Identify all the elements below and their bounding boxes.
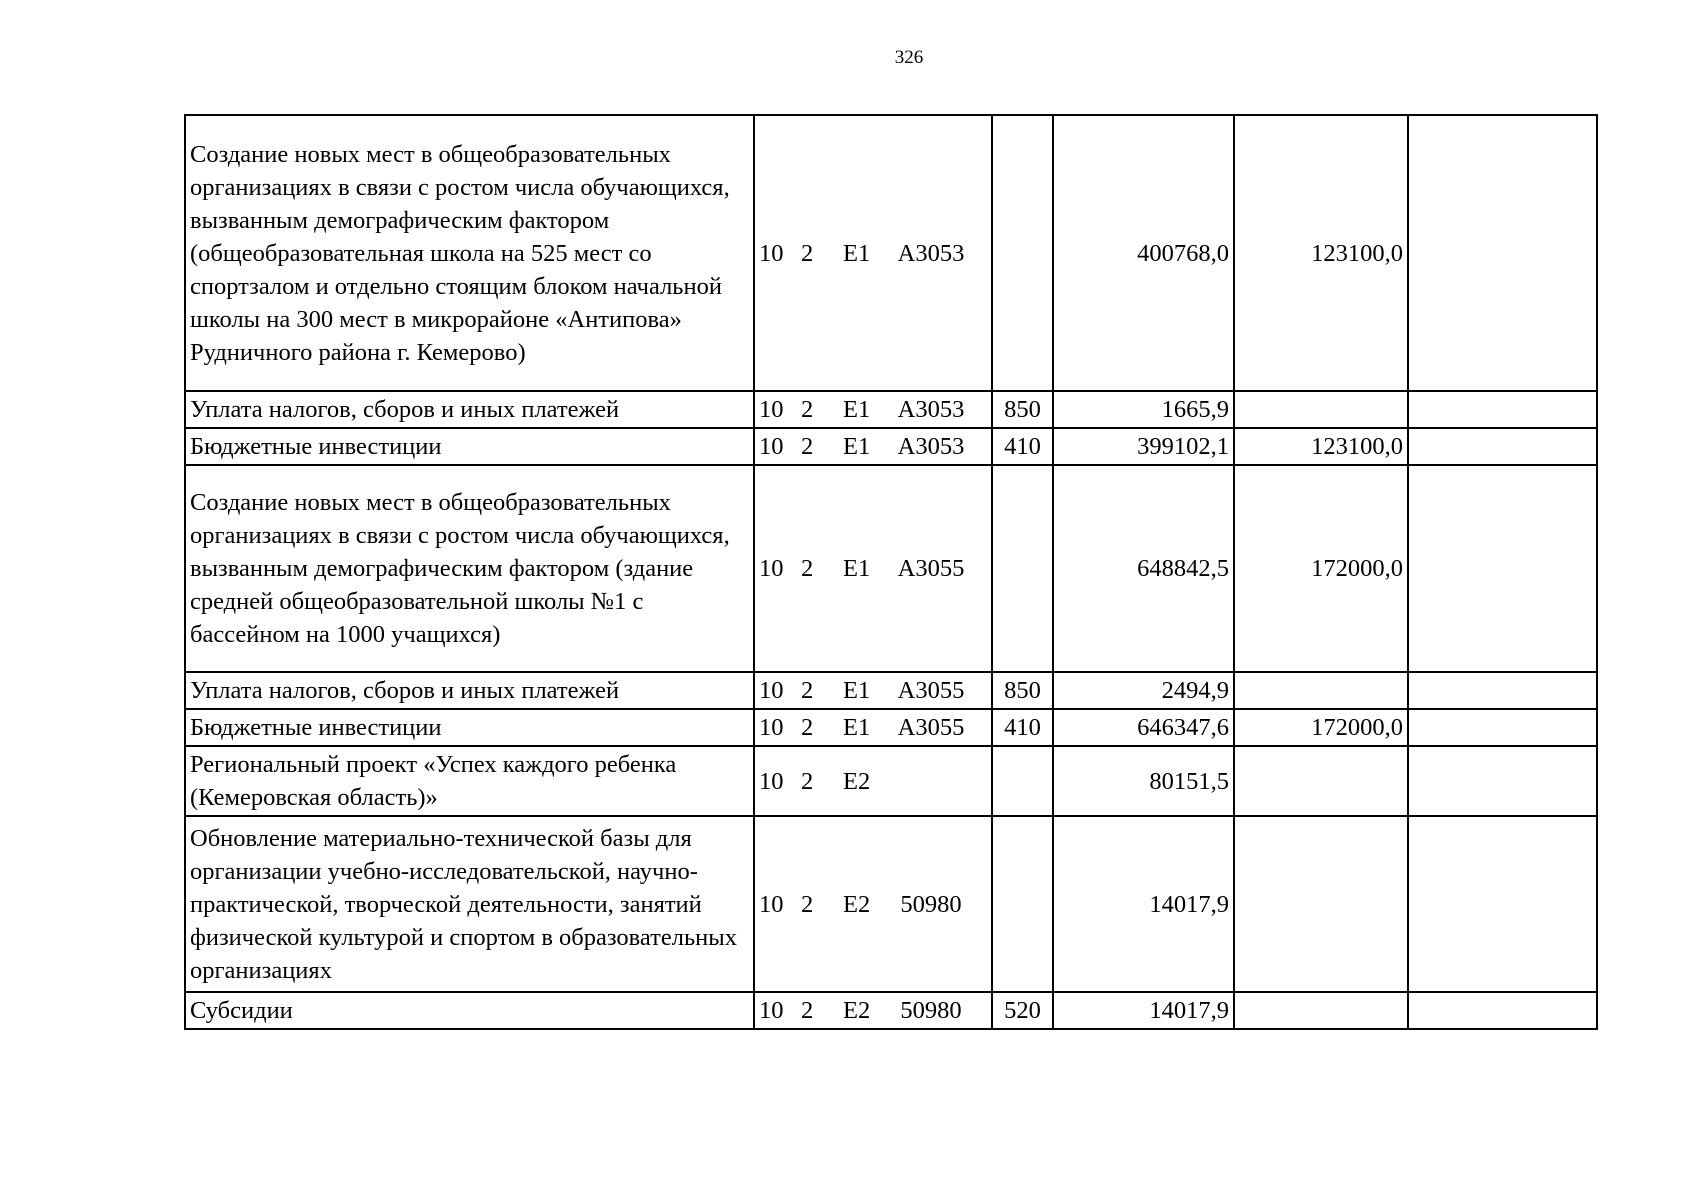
page-number: 326: [894, 47, 924, 68]
table-row: [185, 672, 1597, 709]
row-amount-1: 80151,5: [1053, 746, 1234, 816]
row-type: 850: [992, 391, 1053, 428]
budget-table: [184, 114, 1598, 1030]
row-type: [992, 746, 1053, 816]
row-amount-2: 123100,0: [1234, 115, 1408, 391]
row-amount-1: 14017,9: [1053, 992, 1234, 1029]
table-row: [185, 816, 1597, 992]
row-name: Региональный проект «Успех каждого ребенка (Кемеровская область)»: [185, 746, 754, 816]
table-row: [185, 115, 1597, 391]
row-amount-2: 123100,0: [1234, 428, 1408, 465]
table-row: [185, 709, 1597, 746]
row-type: [992, 115, 1053, 391]
table-row: [185, 465, 1597, 672]
row-amount-2: [1234, 391, 1408, 428]
row-amount-1: 646347,6: [1053, 709, 1234, 746]
row-amount-3: [1408, 709, 1597, 746]
row-amount-1: 2494,9: [1053, 672, 1234, 709]
row-amount-3: [1408, 428, 1597, 465]
row-amount-1: 1665,9: [1053, 391, 1234, 428]
row-name: Создание новых мест в общеобразовательных организациях в связи с ростом числа обучающихся, вызванным демографическим фактором (общеобразовательная школа на 525 мест со спортзалом и отдельно стоящим блоком начальной школы на 300 мест в микрорайоне «Антипова» Рудничного района г. Кемерово): [185, 115, 754, 391]
table-row: [185, 746, 1597, 816]
row-name: Уплата налогов, сборов и иных платежей: [185, 672, 754, 709]
row-name: Субсидии: [185, 992, 754, 1029]
row-amount-1: 400768,0: [1053, 115, 1234, 391]
row-name: Бюджетные инвестиции: [185, 709, 754, 746]
row-type: [992, 465, 1053, 672]
row-type: 850: [992, 672, 1053, 709]
row-amount-1: 14017,9: [1053, 816, 1234, 992]
row-codes: 10 2 E1 A3055: [754, 465, 992, 672]
row-amount-2: 172000,0: [1234, 465, 1408, 672]
row-codes: 10 2 E1 A3053: [754, 428, 992, 465]
row-type: 410: [992, 428, 1053, 465]
row-amount-2: 172000,0: [1234, 709, 1408, 746]
row-type: [992, 816, 1053, 992]
row-codes: 10 2 E1 A3053: [754, 115, 992, 391]
row-amount-3: [1408, 816, 1597, 992]
row-name: Создание новых мест в общеобразовательных организациях в связи с ростом числа обучающихся, вызванным демографическим фактором (здание средней общеобразовательной школы №1 с бассейном на 1000 учащихся): [185, 465, 754, 672]
table-row: [185, 391, 1597, 428]
table-row: [185, 992, 1597, 1029]
row-amount-1: 399102,1: [1053, 428, 1234, 465]
row-name: Уплата налогов, сборов и иных платежей: [185, 391, 754, 428]
row-amount-2: [1234, 672, 1408, 709]
row-amount-3: [1408, 391, 1597, 428]
row-amount-2: [1234, 992, 1408, 1029]
row-amount-3: [1408, 746, 1597, 816]
row-amount-2: [1234, 746, 1408, 816]
row-codes: 10 2 E2: [754, 746, 992, 816]
row-amount-3: [1408, 465, 1597, 672]
row-type: 410: [992, 709, 1053, 746]
row-amount-3: [1408, 115, 1597, 391]
row-type: 520: [992, 992, 1053, 1029]
row-codes: 10 2 E2 50980: [754, 992, 992, 1029]
row-amount-3: [1408, 992, 1597, 1029]
row-codes: 10 2 E1 A3055: [754, 672, 992, 709]
row-codes: 10 2 E2 50980: [754, 816, 992, 992]
row-amount-1: 648842,5: [1053, 465, 1234, 672]
row-codes: 10 2 E1 A3053: [754, 391, 992, 428]
row-codes: 10 2 E1 A3055: [754, 709, 992, 746]
row-name: Бюджетные инвестиции: [185, 428, 754, 465]
row-amount-3: [1408, 672, 1597, 709]
table-row: [185, 428, 1597, 465]
row-name: Обновление материально-технической базы для организации учебно-исследовательской, научно-практической, творческой деятельности, занятий физической культурой и спортом в образовательных организациях: [185, 816, 754, 992]
row-amount-2: [1234, 816, 1408, 992]
